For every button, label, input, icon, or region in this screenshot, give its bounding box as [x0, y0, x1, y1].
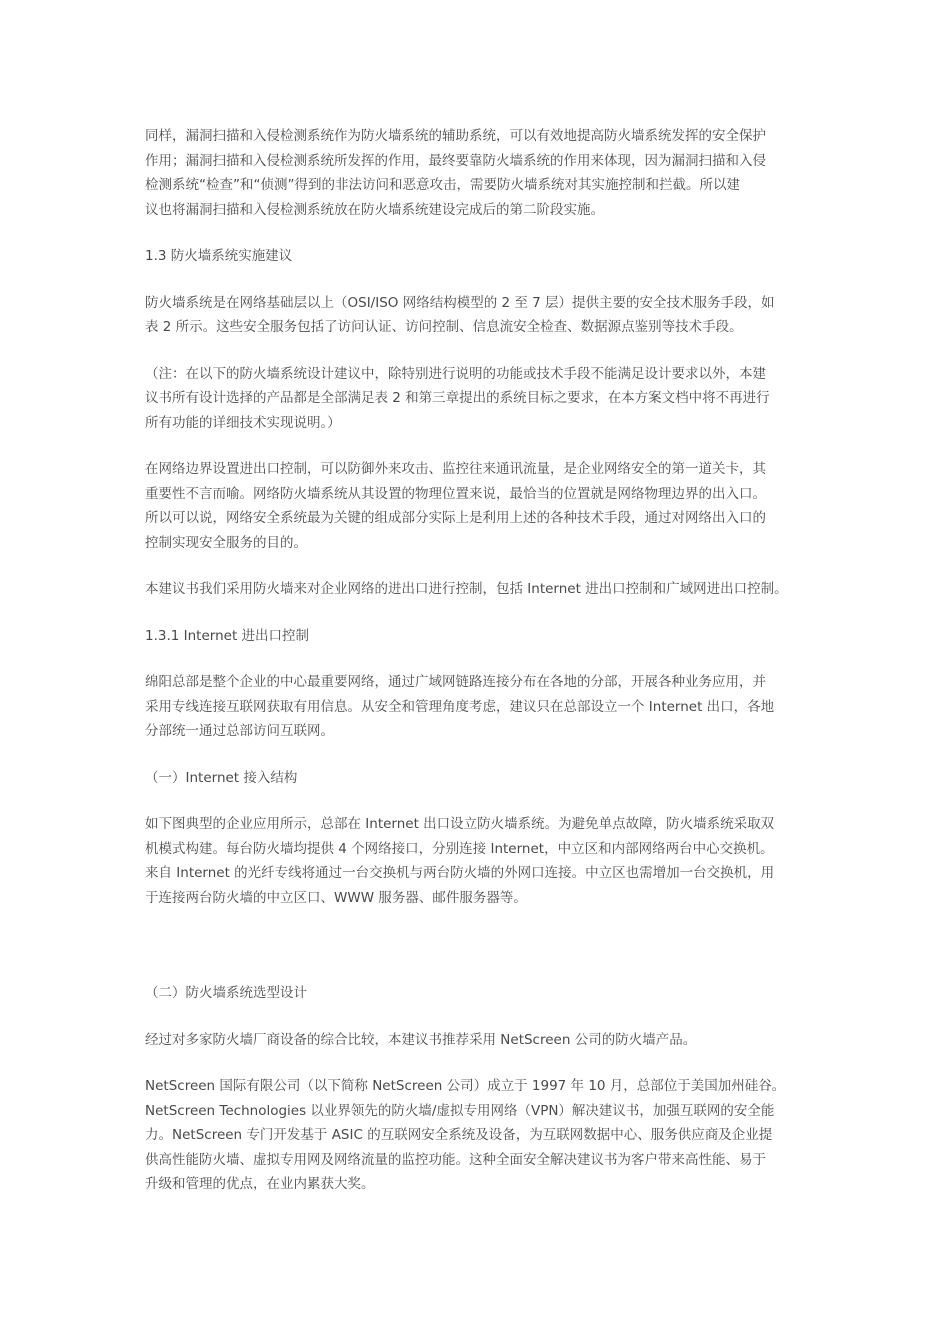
text-line: 采用专线连接互联网获取有用信息。从安全和管理角度考虑，建议只在总部设立一个 Internet 出口，各地 [145, 698, 775, 715]
text-line: 供高性能防火墙、虚拟专用网及网络流量的监控功能。这种全面安全解决建议书为客户带来高性能、易于 [145, 1151, 766, 1168]
text-line: 经过对多家防火墙厂商设备的综合比较，本建议书推荐采用 NetScreen 公司的防火墙产品。 [145, 1031, 697, 1048]
text-line: 所以可以说，网络安全系统最为关键的组成部分实际上是利用上述的各种技术手段，通过对网络出入口的 [145, 510, 766, 526]
text-line: 升级和管理的优点，在业内累获大奖。 [145, 1176, 375, 1192]
text-line: 本建议书我们采用防火墙来对企业网络的进出口进行控制，包括 Internet 进出口控制和广域网进出口控制。 [145, 581, 788, 597]
subsection-heading-firewall-selection: （二）防火墙系统选型设计 [145, 985, 307, 1001]
text-line: 来自 Internet 的光纤专线将通过一台交换机与两台防火墙的外网口连接。中立区也需增加一台交换机，用 [145, 865, 775, 881]
text-line: 同样，漏洞扫描和入侵检测系统作为防火墙系统的辅助系统，可以有效地提高防火墙系统发挥的安全保护 [145, 128, 766, 144]
paragraph-recommendation [145, 1028, 811, 1053]
paragraph-note [145, 362, 811, 436]
paragraph-typical-application [145, 812, 811, 910]
text-line: 议书所有设计选择的产品都是全部满足表 2 和第三章提出的系统目标之要求，在本方案文档中将不再进行 [145, 390, 770, 406]
text-line: 如下图典型的企业应用所示，总部在 Internet 出口设立防火墙系统。为避免单点故障，防火墙系统采取双 [145, 816, 775, 832]
text-line: 于连接两台防火墙的中立区口、WWW 服务器、邮件服务器等。 [145, 889, 527, 906]
text-line: 机模式构建。每台防火墙均提供 4 个网络接口，分别连接 Internet，中立区和内部网络两台中心交换机。 [145, 840, 774, 857]
text-line: 绵阳总部是整个企业的中心最重要网络，通过广域网链路连接分布在各地的分部，开展各种业务应用，并 [145, 674, 766, 690]
text-line: 重要性不言而喻。网络防火墙系统从其设置的物理位置来说，最恰当的位置就是网络物理边界的出入口。 [145, 485, 766, 502]
text-line: 控制实现安全服务的目的。 [145, 534, 307, 551]
text-line: 议也将漏洞扫描和入侵检测系统放在防火墙系统建设完成后的第二阶段实施。 [145, 201, 604, 218]
text-line: 分部统一通过总部访问互联网。 [145, 723, 334, 739]
text-line: NetScreen 国际有限公司（以下简称 NetScreen 公司）成立于 1997 年 10 月，总部位于美国加州硅谷。 [145, 1078, 786, 1094]
paragraph-proposal-scope [145, 577, 811, 602]
subsection-heading-internet-access: （一）Internet 接入结构 [145, 769, 298, 786]
text-line: NetScreen Technologies 以业界领先的防火墙/虚拟专用网络（VPN）解决建议书，加强互联网的安全能 [145, 1102, 775, 1119]
paragraph-vulnerability-scanning [145, 124, 811, 222]
text-line: 防火墙系统是在网络基础层以上（OSI/ISO 网络结构模型的 2 至 7 层）提供主要的安全技术服务手段，如 [145, 294, 775, 311]
text-line: 所有功能的详细技术实现说明。） [145, 414, 341, 431]
text-line: 检测系统“检查”和“侦测”得到的非法访问和恶意攻击，需要防火墙系统对其实施控制和拦截。所以建 [145, 177, 740, 193]
paragraph-firewall-services [145, 291, 811, 340]
document-body [145, 124, 811, 1197]
text-line: 在网络边界设置进出口控制，可以防御外来攻击、监控往来通讯流量，是企业网络安全的第一道关卡，其 [145, 461, 766, 477]
text-line: （注：在以下的防火墙系统设计建议中，除特别进行说明的功能或技术手段不能满足设计要求以外，本建 [145, 365, 766, 382]
text-line: 力。NetScreen 专门开发基于 ASIC 的互联网安全系统及设备，为互联网数据中心、服务供应商及企业提 [145, 1127, 773, 1143]
text-line: 作用；漏洞扫描和入侵检测系统所发挥的作用，最终要靠防火墙系统的作用来体现，因为漏洞扫描和入侵 [145, 152, 766, 169]
paragraph-netscreen [145, 1074, 811, 1197]
section-heading-1-3-1: 1.3.1 Internet 进出口控制 [145, 627, 310, 644]
paragraph-headquarters [145, 670, 811, 744]
section-heading-1-3: 1.3 防火墙系统实施建议 [145, 248, 293, 264]
text-line: 表 2 所示。这些安全服务包括了访问认证、访问控制、信息流安全检查、数据源点鉴别等技术手段。 [145, 319, 743, 335]
paragraph-network-boundary [145, 457, 811, 555]
